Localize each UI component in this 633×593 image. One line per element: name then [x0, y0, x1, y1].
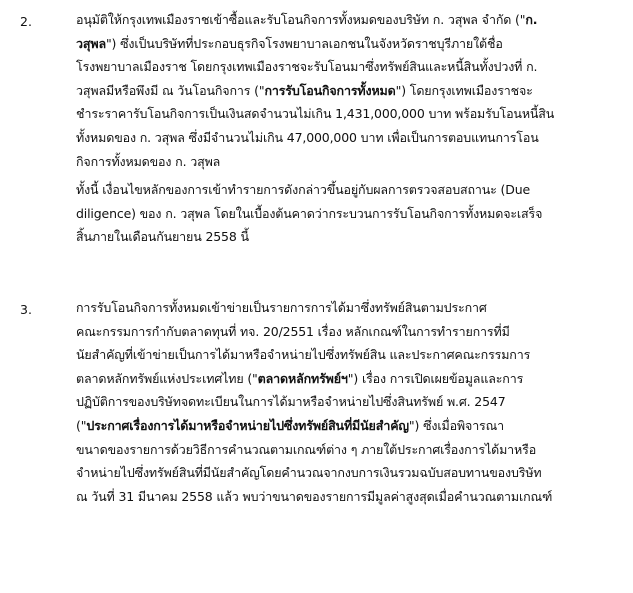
paragraph-item-2-conditions — [76, 178, 595, 249]
text-line — [76, 343, 595, 367]
text-run: การรับโอนกิจการทั้งหมดเข้าข่ายเป็นรายการการได้มาซึ่งทรัพย์สินตามประกาศ — [76, 300, 487, 315]
text-run: จำหน่ายไปซึ่งทรัพย์สินที่มีนัยสำคัญโดยคำนวณจากงบการเงินรวมฉบับสอบทานของบริษัท — [76, 465, 542, 481]
bold-text-run: วสุพล — [76, 35, 106, 51]
text-run: ปฏิบัติการของบริษัทจดทะเบียนในการได้มาหรือจำหน่ายไปซึ่งสินทรัพย์ พ.ศ. 2547 — [76, 394, 506, 410]
text-run: ") โดยกรุงเทพเมืองราชจะ — [395, 82, 533, 98]
text-line — [76, 320, 595, 344]
text-run: ") เรื่อง การเปิดเผยข้อมูลและการ — [347, 370, 524, 386]
text-line — [76, 225, 595, 249]
text-line — [76, 126, 595, 150]
text-run: คณะกรรมการกำกับตลาดทุนที่ ทจ. 20/2551 เรื่อง หลักเกณฑ์ในการทำรายการที่มี — [76, 323, 510, 339]
bold-text-run: ตลาดหลักทรัพย์ฯ — [257, 370, 348, 386]
text-run: (" — [76, 417, 87, 433]
bold-text-run: ประกาศเรื่องการได้มาหรือจำหน่ายไปซึ่งทรัพย์สินที่มีนัยสำคัญ — [86, 417, 409, 433]
text-line — [76, 390, 595, 414]
text-line — [76, 461, 595, 485]
text-line — [76, 32, 595, 56]
text-run: กิจการทั้งหมดของ ก. วสุพล — [76, 153, 221, 169]
text-line — [76, 150, 595, 174]
text-line — [76, 102, 595, 126]
text-run: ณ วันที่ 31 มีนาคม 2558 แล้ว พบว่าขนาดของรายการมีมูลค่าสูงสุดเมื่อคำนวณตามเกณฑ์ — [76, 488, 553, 504]
text-run: ทั้งนี้ เงื่อนไขหลักของการเข้าทำรายการดังกล่าวขึ้นอยู่กับผลการตรวจสอบสถานะ (Due — [76, 182, 531, 197]
text-line — [76, 438, 595, 462]
text-line — [76, 296, 595, 320]
text-run: ") ซึ่งเป็นบริษัทที่ประกอบธุรกิจโรงพยาบาลเอกชนในจังหวัดราชบุรีภายใต้ชื่อ — [105, 35, 503, 51]
item-number-2: 2. — [20, 14, 32, 29]
text-run: นัยสำคัญที่เข้าข่ายเป็นการได้มาหรือจำหน่ายไปซึ่งทรัพย์สิน และประกาศคณะกรรมการ — [76, 347, 531, 363]
text-run: ชำระราคารับโอนกิจการเป็นเงินสดจำนวนไม่เกิน 1,431,000,000 บาท พร้อมรับโอนหนี้สิน — [76, 106, 555, 122]
paragraph-item-2-approval — [76, 8, 595, 173]
text-run: ทั้งหมดของ ก. วสุพล ซึ่งมีจำนวนไม่เกิน 47,000,000 บาท เพื่อเป็นการตอบแทนการโอน — [76, 129, 539, 145]
text-run: ตลาดหลักทรัพย์แห่งประเทศไทย (" — [76, 370, 258, 386]
text-line — [76, 8, 595, 32]
text-run: ขนาดของรายการด้วยวิธีการคำนวณตามเกณฑ์ต่าง ๆ ภายใต้ประกาศเรื่องการได้มาหรือ — [76, 441, 537, 457]
text-run: อนุมัติให้กรุงเทพเมืองราชเข้าซื้อและรับโอนกิจการทั้งหมดของบริษัท ก. วสุพล จำกัด (" — [76, 12, 526, 27]
text-run: diligence) ของ ก. วสุพล โดยในเบื้องต้นคาดว่ากระบวนการรับโอนกิจการทั้งหมดจะเสร็จ — [76, 205, 543, 221]
item-number-3: 3. — [20, 302, 32, 317]
bold-text-run: ก. — [525, 12, 538, 27]
text-run: วสุพลมีหรือพึงมี ณ วันโอนกิจการ (" — [76, 82, 265, 98]
text-line — [76, 367, 595, 391]
text-line — [76, 55, 595, 79]
paragraph-item-3-transaction-size — [76, 296, 595, 508]
text-line — [76, 414, 595, 438]
text-line — [76, 79, 595, 103]
text-run: โรงพยาบาลเมืองราช โดยกรุงเทพเมืองราชจะรับโอนมาซึ่งทรัพย์สินและหนี้สินทั้งปวงที่ ก. — [76, 59, 538, 75]
text-line — [76, 178, 595, 202]
bold-text-run: การรับโอนกิจการทั้งหมด — [264, 82, 396, 98]
text-line — [76, 485, 595, 509]
text-run: ") ซึ่งเมื่อพิจารณา — [408, 417, 504, 433]
text-run: สิ้นภายในเดือนกันยายน 2558 นี้ — [76, 229, 249, 245]
text-line — [76, 202, 595, 226]
